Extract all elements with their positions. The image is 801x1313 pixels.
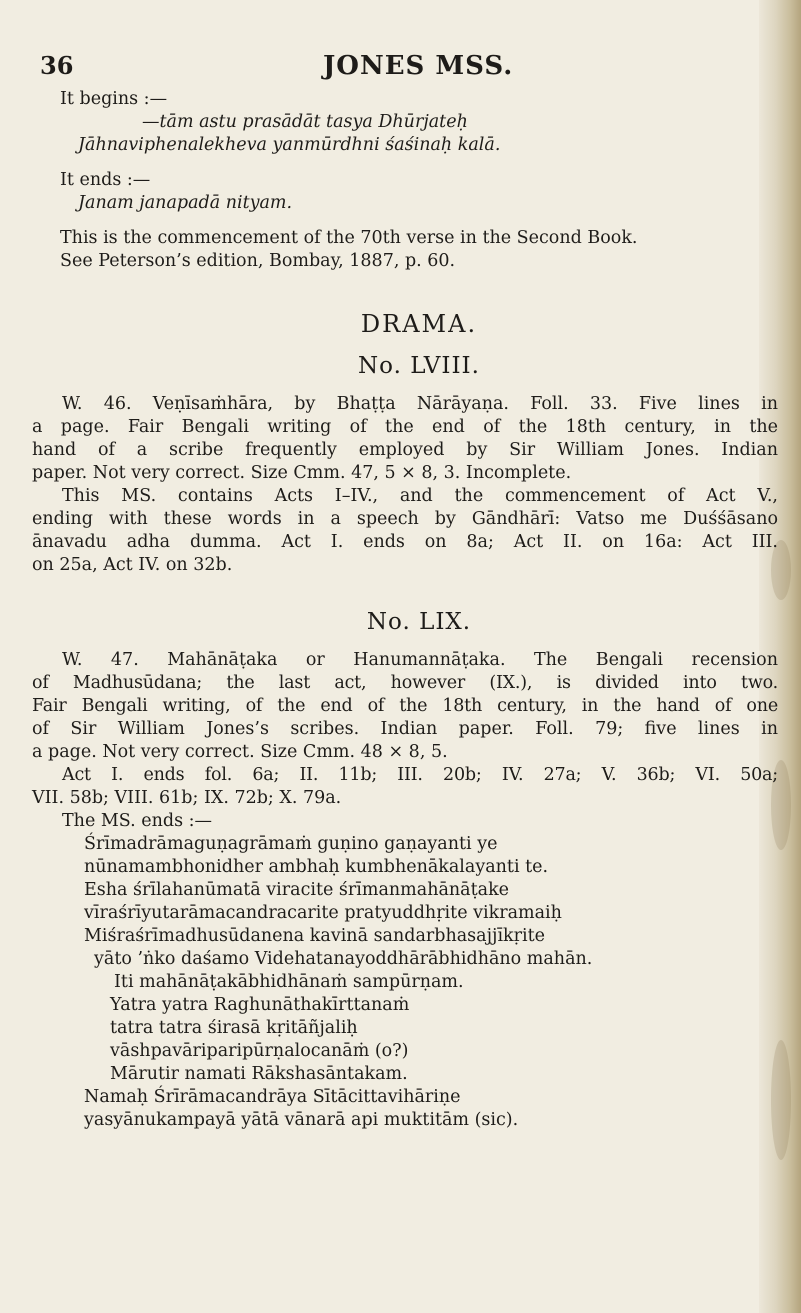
verse-line: Namaḥ Śrīrāmacandrāya Sītācittavihāriṇe [84, 1087, 461, 1107]
verse-line: Śrīmadrāmaguṇagrāmaṁ guṇino gaṇayanti ye [84, 834, 498, 854]
entry-desc-line: a page. Not very correct. Size Cmm. 48 × 8, 5. [32, 742, 448, 762]
entry-lix [32, 649, 778, 1132]
verse-line: Yatra yatra Raghunāthakīrttanaṁ [110, 995, 410, 1015]
entry-number: No. LIX. [366, 609, 472, 635]
page-number: 36 [40, 51, 74, 80]
ends-label: It ends :— [60, 170, 151, 190]
entry-contents-line: on 25a, Act IV. on 32b. [32, 555, 233, 575]
entry-desc-line: W. 47. Mahānāṭaka or Hanumannāṭaka. The Bengali recension [62, 650, 778, 670]
entry-lviii [32, 393, 778, 577]
entry-desc-line: paper. Not very correct. Size Cmm. 47, 5 × 8, 3. Incomplete. [32, 463, 572, 483]
note-line: This is the commencement of the 70th verse in the Second Book. [60, 228, 638, 248]
verse-line: Mārutir namati Rākshasāntakam. [110, 1064, 408, 1084]
ends-label: The MS. ends :— [62, 811, 213, 831]
verse-line: vīraśrīyutarāmacandracarite pratyuddhṛite vikramaiḥ [84, 903, 562, 923]
entry-desc-line: Fair Bengali writing, of the end of the 18th century, in the hand of one [32, 696, 778, 716]
entry-desc-line: of Sir William Jones’s scribes. Indian paper. Foll. 79; five lines in [32, 719, 778, 739]
entry-contents-line: This MS. contains Acts I–IV., and the commencement of Act V., [62, 486, 778, 506]
verse-line: vāshpavāriparipūrṇalocanāṁ (o?) [110, 1041, 409, 1061]
running-title: JONES MSS. [323, 51, 514, 81]
entry-desc-line: a page. Fair Bengali writing of the end of the 18th century, in the [32, 417, 778, 437]
entry-desc-line: hand of a scribe frequently employed by Sir William Jones. Indian [32, 440, 778, 460]
verse-line: Miśraśrīmadhusūdanena kavinā sandarbhasajjīkṛite [84, 926, 545, 946]
closing-verses [32, 833, 778, 1132]
begins-line: —tām astu prasādāt tasya Dhūrjateḥ [142, 112, 468, 132]
section-title: DRAMA. [360, 310, 478, 338]
acts-line: VII. 58b; VIII. 61b; IX. 72b; X. 79a. [32, 788, 342, 808]
page-header [40, 51, 730, 87]
verse-line: yasyānukampayā yātā vānarā api muktitām (sic). [84, 1110, 519, 1130]
verse-line: nūnamambhonidher ambhaḥ kumbhenākalayanti te. [84, 857, 549, 877]
entry-contents-line: ānavadu adha dumma. Act I. ends on 8a; Act II. on 16a: Act III. [32, 532, 778, 552]
entry-number: No. LVIII. [358, 353, 480, 379]
entry-contents-line: ending with these words in a speech by Gāndhārī: Vatso me Duśśāsano [32, 509, 778, 529]
begins-label: It begins :— [60, 89, 168, 109]
verse-line: tatra tatra śirasā kṛitāñjaliḥ [110, 1018, 358, 1038]
verse-line: yāto ’ṅko daśamo Videhatanayoddhārābhidhāno mahān. [94, 949, 593, 969]
entry-desc-line: W. 46. Veṇīsaṁhāra, by Bhaṭṭa Nārāyaṇa. Foll. 33. Five lines in [62, 394, 778, 414]
acts-line: Act I. ends fol. 6a; II. 11b; III. 20b; IV. 27a; V. 36b; VI. 50a; [62, 765, 778, 785]
begins-line: Jāhnaviphenalekheva yanmūrdhni śaśinaḥ kalā. [78, 135, 501, 155]
entry-desc-line: of Madhusūdana; the last act, however (IX.), is divided into two. [32, 673, 778, 693]
verse-line: Esha śrīlahanūmatā viracite śrīmanmahānāṭake [84, 880, 510, 900]
prev-entry [60, 88, 778, 273]
note-line: See Peterson’s edition, Bombay, 1887, p. 60. [60, 251, 456, 271]
verse-line: Iti mahānāṭakābhidhānaṁ sampūrṇam. [114, 972, 464, 992]
ends-line: Janam janapadā nityam. [78, 193, 293, 213]
page-body [32, 88, 778, 1132]
